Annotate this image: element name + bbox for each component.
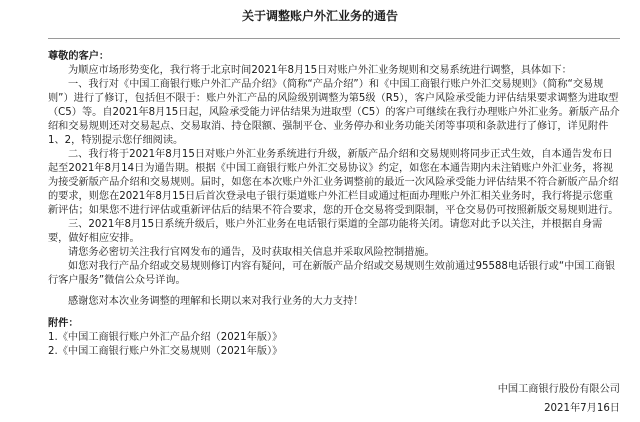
attachments-label: 附件：: [48, 318, 79, 329]
paragraph-section-3: 三、2021年8月15日系统升级后，账户外汇业务在电话银行渠道的全部功能将关闭。请您对此予以关注，并根据自身需要，做好相应安排。: [48, 219, 603, 244]
notice-body: [48, 50, 620, 359]
salutation: 尊敬的客户：: [48, 51, 110, 62]
paragraph-section-1: 一、我行对《中国工商银行账户外汇产品介绍》（简称“产品介绍”）和《中国工商银行账户外汇交易规则》（简称“交易规则”）进行了修订，包括但不限于：账户外汇产品的风险级别调整为第5级（R5），客户风险承受能力评估结果要求调整为进取型（C5）等。自2021年8月15日起，风险承受能力评估结果为进取型（C5）的客户可继续在我行办理账户外汇业务。新版产品介绍和交易规则还对交易起点、交易取消、持仓限额、强制平仓、业务停办和业务功能关闭等事项和条款进行了修订，详见附件1、2，特别提示您仔细阅读。: [48, 79, 620, 146]
attachment-item: 2.《中国工商银行账户外汇交易规则（2021年版）》: [48, 346, 283, 357]
paragraph-contact: 如您对我行产品介绍或交易规则修订内容有疑问，可在新版产品介绍或交易规则生效前通过95588电话银行或“中国工商银行客户服务”微信公众号详询。: [48, 261, 616, 286]
title-divider: [48, 38, 620, 39]
notice-date: 2021年7月16日: [544, 403, 620, 414]
signature: 中国工商银行股份有限公司: [497, 384, 620, 395]
attachment-item: 1.《中国工商银行账户外汇产品介绍（2021年版）》: [48, 332, 283, 343]
paragraph-reminder: 请您务必密切关注我行官网发布的通告，及时获取相关信息并采取风险控制措施。: [68, 247, 435, 258]
paragraph-intro: 为顺应市场形势变化，我行将于北京时间2021年8月15日对账户外汇业务规则和交易系统进行调整，具体如下：: [68, 65, 572, 76]
paragraph-section-2: 二、我行将于2021年8月15日对账户外汇业务系统进行升级，新版产品介绍和交易规则将同步正式生效，自本通告发布日起至2021年8月14日为通告期。根据《中国工商银行账户外汇交易协议》约定，如您在本通告期内未注销账户外汇业务，将视为接受新版产品介绍和交易规则。届时，如您在本次账户外汇业务调整前的最近一次风险承受能力评估结果不符合新版产品介绍的要求，则您在2021年8月15日后首次登录电子银行渠道账户外汇栏目或通过柜面办理账户外汇相关业务时，我行将提示您重新评估；如果您不进行评估或重新评估后的结果不符合要求，您的开仓交易将受到限制，平仓交易仍可按照新版交易规则进行。: [48, 149, 619, 216]
notice-title: 关于调整账户外汇业务的通告: [241, 9, 398, 23]
paragraph-thanks: 感谢您对本次业务调整的理解和长期以来对我行业务的大力支持！: [68, 296, 364, 307]
